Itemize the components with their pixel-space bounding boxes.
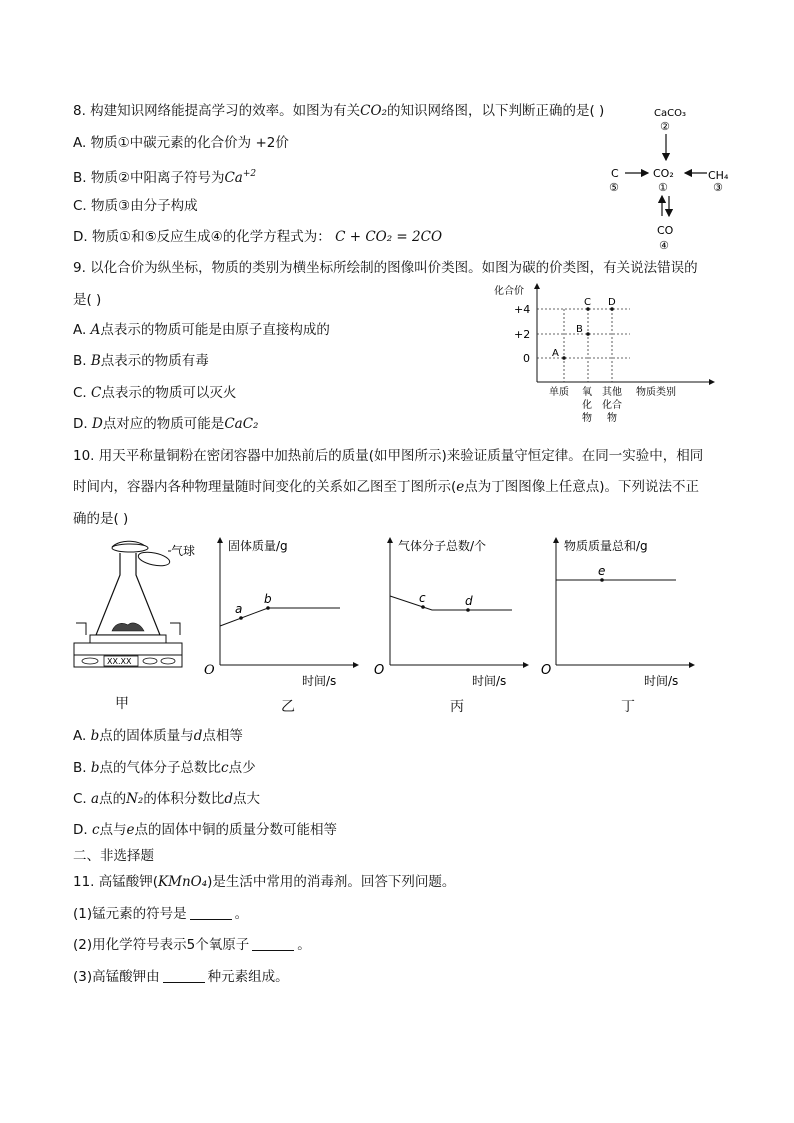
q8-option-d: D. 物质①和⑤反应生成④的化学方程式为： C + CO₂ = 2CO — [73, 229, 443, 245]
q8-option-c: C. 物质③由分子构成 — [73, 198, 198, 214]
y-tick-plus2: +2 — [514, 328, 531, 341]
q9-option-d: D. D点对应的物质可能是CaC₂ — [73, 416, 259, 432]
node-caco3: CaCO₃ — [654, 108, 686, 119]
q11-part2: (2)用化学符号表示5个氧原子 。 — [73, 937, 311, 953]
q10-fig-yi-chart — [200, 532, 365, 692]
ding-point-e — [600, 578, 604, 582]
node-c: C — [611, 167, 619, 180]
q10-stem-line1: 10. 用天平称量铜粉在密闭容器中加热前后的质量(如甲图所示)来验证质量守恒定律。在同一实验中，相同 — [73, 448, 704, 464]
ding-ylabel: 物质质量总和/g — [564, 539, 648, 553]
node-ch4-num: ③ — [713, 181, 723, 194]
fig-ding-caption: 丁 — [621, 699, 635, 715]
q8-stem: 8. 构建知识网络能提高学习的效率。如图为有关CO₂的知识网络图，以下判断正确的是( ) — [73, 103, 605, 119]
q11-part3: (3)高锰酸钾由 种元素组成。 — [73, 969, 289, 985]
q9-stem-line1: 9. 以化合价为纵坐标，物质的类别为横坐标所绘制的图像叫价类图。如图为碳的价类图，有关说法错误的 — [73, 260, 698, 276]
fig-bing-caption: 丙 — [450, 699, 464, 715]
balloon-icon — [137, 550, 171, 568]
q9-option-c: C. C点表示的物质可以灭火 — [73, 385, 237, 401]
x-cat-other-1: 其他 — [602, 387, 622, 398]
q10-option-c: C. a点的N₂的体积分数比d点大 — [73, 791, 260, 807]
q10-stem-line2: 时间内，容器内各种物理量随时间变化的关系如乙图至丁图所示(e点为丁图图像上任意点)。下列说法不正 — [73, 479, 700, 495]
x-axis-label: 物质类别 — [636, 387, 676, 398]
bing-curve — [390, 596, 512, 610]
bing-origin: O — [374, 663, 385, 678]
q9-option-a: A. A点表示的物质可能是由原子直接构成的 — [73, 322, 330, 338]
point-a-label: A — [552, 348, 559, 359]
q10-option-b: B. b点的气体分子总数比c点少 — [73, 760, 256, 776]
y-tick-plus4: +4 — [514, 303, 531, 316]
yi-ylabel: 固体质量/g — [228, 539, 288, 553]
yi-origin: O — [204, 663, 215, 678]
ding-point-e-label: e — [598, 564, 606, 578]
ding-origin: O — [541, 663, 552, 678]
node-co-num: ④ — [659, 239, 669, 252]
yi-point-a — [239, 616, 243, 620]
q10-fig-ding-chart — [540, 532, 705, 692]
node-c-num: ⑤ — [609, 181, 619, 194]
balance-display: XX.XX — [107, 657, 132, 666]
bing-point-d — [466, 608, 470, 612]
fig-yi-caption: 乙 — [281, 699, 295, 715]
section-heading: 二、非选择题 — [73, 848, 154, 864]
point-b — [586, 332, 590, 336]
node-ch4: CH₄ — [708, 169, 729, 182]
node-co: CO — [657, 224, 674, 237]
q9-stem-line2: 是( ) — [73, 292, 102, 308]
bing-xlabel: 时间/s — [472, 674, 507, 688]
point-d-label: D — [608, 297, 616, 308]
point-a — [562, 356, 566, 360]
bing-ylabel: 气体分子总数/个 — [398, 539, 487, 553]
ding-xlabel: 时间/s — [644, 674, 679, 688]
balloon-label: 气球 — [171, 544, 196, 558]
x-cat-other-2: 化合 — [602, 400, 622, 411]
x-cat-oxide-1: 氧 — [582, 387, 592, 398]
x-cat-oxide-3: 物 — [582, 413, 592, 424]
yi-point-a-label: a — [235, 602, 243, 616]
y-axis-label: 化合价 — [494, 286, 524, 297]
q11-part1: (1)锰元素的符号是 。 — [73, 906, 249, 922]
q8-option-b: B. 物质②中阳离子符号为$Ca^{+2}$ — [73, 169, 257, 186]
q10-fig-jia-apparatus — [70, 535, 200, 675]
q9-valence-chart — [490, 280, 720, 430]
bing-point-c-label: c — [419, 591, 426, 605]
yi-point-b — [266, 606, 270, 610]
q9-option-b: B. B点表示的物质有毒 — [73, 353, 209, 369]
x-cat-oxide-2: 化 — [582, 400, 592, 411]
x-cat-other-3: 物 — [607, 413, 617, 424]
node-caco3-num: ② — [660, 120, 670, 133]
q10-option-d: D. c点与e点的固体中铜的质量分数可能相等 — [73, 822, 338, 838]
yi-point-b-label: b — [264, 592, 272, 606]
y-tick-0: 0 — [523, 352, 530, 365]
fig-jia-caption: 甲 — [115, 696, 129, 712]
q10-option-a: A. b点的固体质量与d点相等 — [73, 728, 243, 744]
yi-xlabel: 时间/s — [302, 674, 337, 688]
x-cat-elemental: 单质 — [549, 387, 569, 398]
q8-knowledge-network-diagram — [600, 100, 740, 252]
point-c-label: C — [584, 297, 591, 308]
node-co2: CO₂ — [653, 167, 674, 180]
bing-point-d-label: d — [465, 594, 473, 608]
point-b-label: B — [576, 324, 583, 335]
q10-fig-bing-chart — [370, 532, 535, 692]
q8-option-a: A. 物质①中碳元素的化合价为 +2价 — [73, 135, 289, 151]
q11-stem: 11. 高锰酸钾(KMnO₄)是生活中常用的消毒剂。回答下列问题。 — [73, 874, 456, 890]
answer-blank-3[interactable] — [163, 969, 205, 983]
q10-stem-line3: 确的是( ) — [73, 511, 129, 527]
answer-blank-1[interactable] — [190, 906, 232, 920]
node-co2-num: ① — [658, 181, 668, 194]
bing-point-c — [421, 605, 425, 609]
answer-blank-2[interactable] — [252, 937, 294, 951]
